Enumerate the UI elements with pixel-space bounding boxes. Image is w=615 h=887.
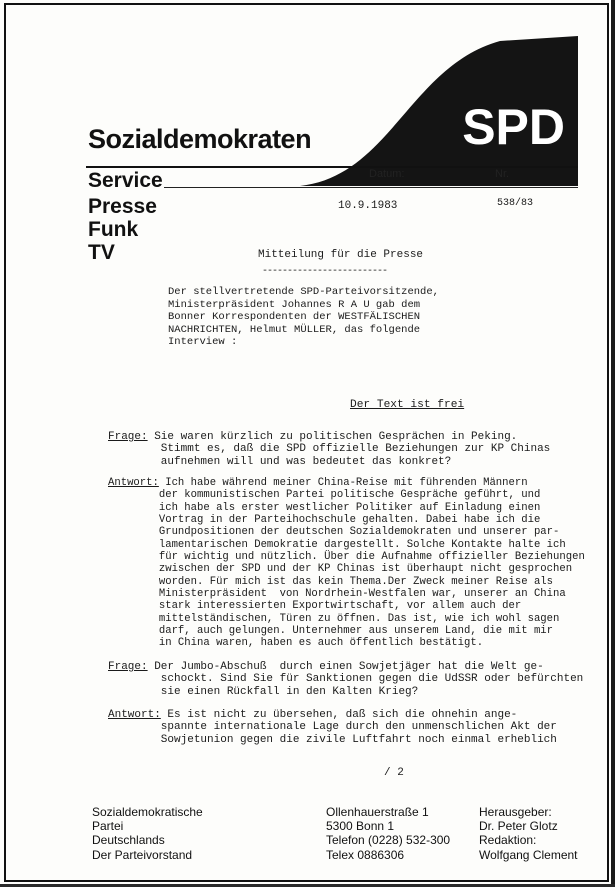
footer-address: Ollenhauerstraße 1 5300 Bonn 1 Telefon (0228) 532-300 Telex 0886306 — [326, 805, 451, 862]
question-1 — [108, 431, 550, 468]
qa-text: Es ist nicht zu übersehen, daß sich die ohnehin ange- spannte internationale Lage durch den unmenschlichen Akt der Sowjetunion gegen die zivile Luftfahrt noch einmal erheblich — [160, 709, 557, 746]
qa-label: Frage: — [108, 661, 148, 673]
number-label: Nr. — [495, 168, 510, 180]
qa-text: Sie waren kürzlich zu politischen Gesprächen in Peking. Stimmt es, daß die SPD offizielle Beziehungen zur KP Chinas aufnehmen will und was bedeutet das konkret? — [154, 431, 551, 468]
footer-publisher: Herausgeber: Dr. Peter Glotz Redaktion: Wolfgang Clement — [479, 805, 578, 862]
presse-label: Presse — [88, 195, 157, 218]
free-text-note: Der Text ist frei — [350, 399, 465, 411]
funk-label: Funk — [88, 218, 139, 241]
brand-name: Sozialdemokraten — [88, 124, 312, 154]
intro-paragraph: Der stellvertretende SPD-Parteivorsitzende, Ministerpräsident Johannes R A U gab dem Bonner Korrespondenten der WESTFÄLISCHEN NACHRICHTEN, Helmut MÜLLER, das folgende Interview : — [168, 286, 439, 349]
release-title-underline: ------------------------- — [262, 266, 388, 277]
spd-logo — [300, 36, 578, 186]
service-rule — [164, 187, 578, 188]
tv-label: TV — [88, 241, 115, 264]
qa-text: Der Jumbo-Abschuß durch einen Sowjetjäger hat die Welt ge- schockt. Sind Sie für Sanktionen gegen die UdSSR oder befürchten sie einen Rückfall in den Kalten Krieg? — [154, 661, 584, 698]
qa-text: Ich habe während meiner China-Reise mit führenden Männern der kommunistischen Partei politische Gespräche geführt, und ich habe als erster westlicher Politiker auf Einladung einen Vortrag in der Parteihochschule gehalten. Dabei habe ich die Grundpositionen der deutschen Sozialdemokraten und unserer par- lamentarischen Demokratie dargestellt. Solche Kontakte halte ich für wichtig und nützlich. Über die Aufnahme offizieller Beziehungen zwischen der SPD und der KP Chinas ist überhaupt nicht gesprochen worden. Für mich ist das kein Thema.Der Zweck meiner Reise als Ministerpräsident von Nordrhein-Westfalen war, unserer an China stark interessierten Exportwirtschaft, vor allem auch der mittelständischen, Türen zu öffnen. Das ist, wie ich wohl sagen darf, auch gelungen. Unternehmer aus unserem Land, die mit mir in China waren, haben es auch öffentlich bestätigt. — [158, 477, 585, 650]
answer-1 — [108, 477, 585, 650]
footer-party: Sozialdemokratische Partei Deutschlands Der Parteivorstand — [92, 805, 203, 862]
qa-label: Antwort: — [108, 709, 161, 721]
service-label: Service — [88, 169, 163, 192]
question-2 — [108, 661, 583, 698]
scan-edge-right — [611, 0, 615, 887]
qa-label: Antwort: — [108, 477, 159, 489]
qa-label: Frage: — [108, 431, 148, 443]
release-title: Mitteilung für die Presse — [258, 249, 424, 261]
answer-2 — [108, 709, 557, 746]
page-continuation-marker: / 2 — [384, 767, 404, 779]
spd-logo-text: SPD — [462, 99, 565, 155]
date-label: Datum: — [369, 168, 405, 180]
number-value: 538/83 — [497, 198, 534, 209]
date-value: 10.9.1983 — [338, 200, 398, 212]
